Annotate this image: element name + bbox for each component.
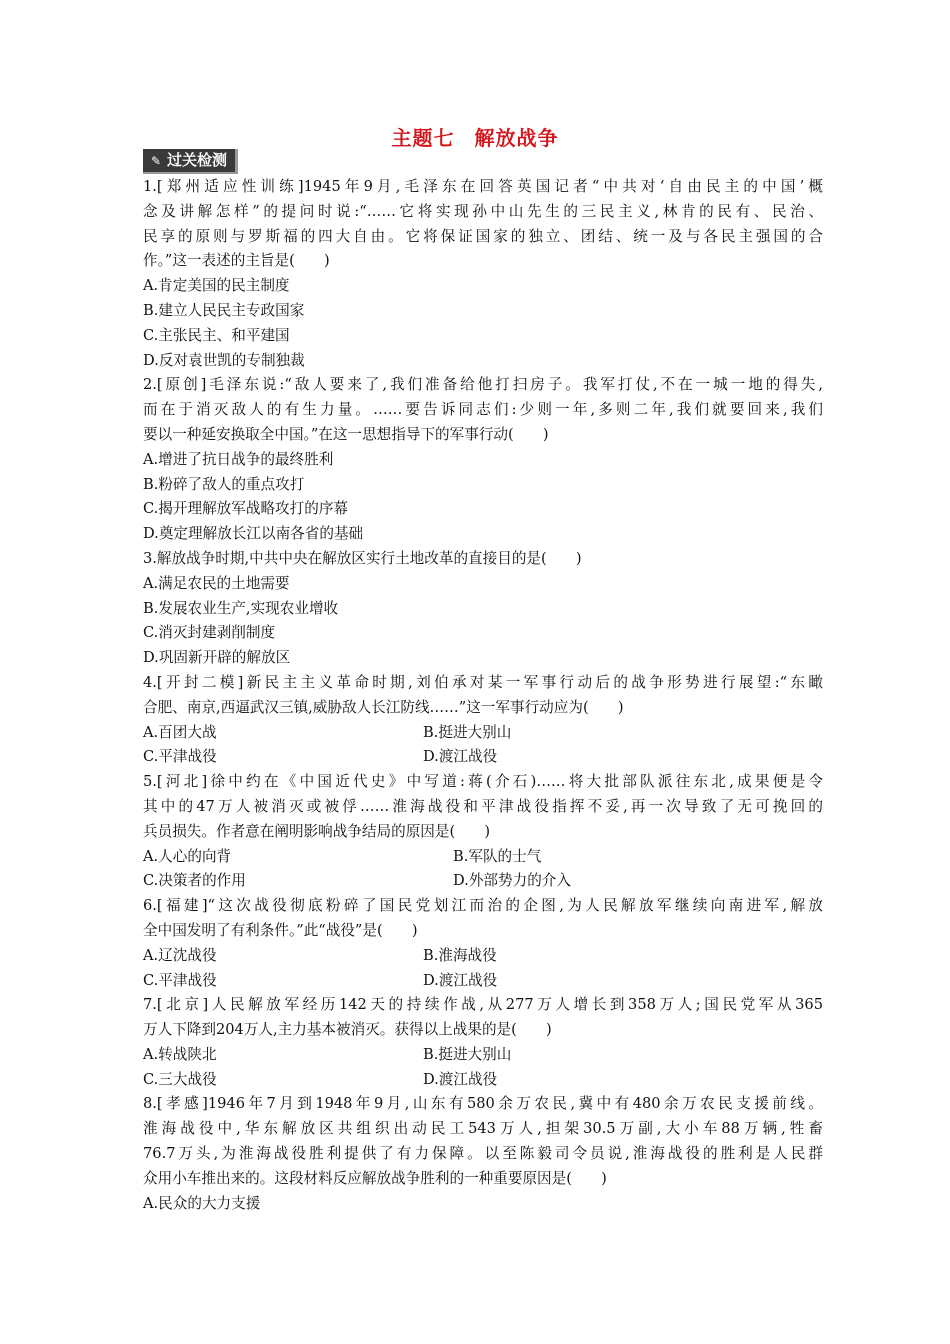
title-topic-number: 主题七 [391,126,455,150]
question-2 [143,373,823,547]
option-c: C.决策者的作用 [143,872,246,890]
title-topic-name: 解放战争 [474,126,559,150]
option-d: D.外部势力的介入 [453,872,571,890]
question-stem-line: 念及讲解怎样”的提问时说:“……它将实现孙中山先生的三民主义,林肯的民有、民治、 [143,202,823,220]
question-4 [143,671,823,770]
option-c: C.平津战役 [143,748,217,766]
question-stem-line: 其中的47万人被消灭或被俘……淮海战役和平津战役指挥不妥,再一次导致了无可挽回的 [143,797,823,815]
option-a: A.民众的大力支援 [143,1194,261,1212]
option-c: C.平津战役 [143,971,217,989]
option-d: D.反对袁世凯的专制独裁 [143,351,305,369]
option-a: A.转战陕北 [143,1045,217,1063]
option-row [143,1068,823,1093]
option-d: D.巩固新开辟的解放区 [143,649,291,667]
question-stem-line: 万人下降到204万人,主力基本被消灭。获得以上战果的是( ) [143,1021,552,1039]
option-row [143,745,823,770]
option-d: D.渡江战役 [423,971,498,989]
question-stem-line: 而在于消灭敌人的有生力量。……要告诉同志们:少则一年,多则二年,我们就要回来,我们 [143,401,823,419]
question-stem-line: 8.[孝感]1946年7月到1948年9月,山东有580余万农民,冀中有480余万农民支援前线。 [143,1095,823,1113]
question-stem-line: 76.7万头,为淮海战役胜利提供了有力保障。以至陈毅司令员说,淮海战役的胜利是人民群 [143,1145,823,1163]
option-c: C.消灭封建剥削制度 [143,624,276,642]
question-stem-line: 作。”这一表述的主旨是( ) [143,252,330,270]
section-badge [143,149,238,174]
question-stem-line: 3.解放战争时期,中共中央在解放区实行土地改革的直接目的是( ) [143,549,582,567]
question-stem-line: 4.[开封二模]新民主主义革命时期,刘伯承对某一军事行动后的战争形势进行展望:“东瞰 [143,673,823,691]
option-row [143,721,823,746]
option-b: B.发展农业生产,实现农业增收 [143,599,339,617]
option-row [143,845,823,870]
option-b: B.挺进大别山 [423,723,512,741]
option-a: A.百团大战 [143,723,217,741]
option-row [143,944,823,969]
option-a: A.满足农民的土地需要 [143,574,290,592]
question-7 [143,993,823,1092]
question-stem-line: 全中国发明了有利条件。”此“战役”是( ) [143,921,418,939]
question-stem-line: 兵员损失。作者意在阐明影响战争结局的原因是( ) [143,822,491,840]
question-6 [143,894,823,993]
page-title [0,122,950,151]
option-a: A.辽沈战役 [143,946,217,964]
option-row [143,869,823,894]
option-row [143,1043,823,1068]
question-stem-line: 合肥、南京,西逼武汉三镇,威胁敌人长江防线……”这一军事行动应为( ) [143,698,624,716]
option-b: B.淮海战役 [423,946,497,964]
pencil-icon: ✎ [150,153,162,168]
option-a: A.增进了抗日战争的最终胜利 [143,450,334,468]
option-b: B.挺进大别山 [423,1045,512,1063]
question-list [143,175,823,1216]
question-stem-line: 民享的原则与罗斯福的四大自由。它将保证国家的独立、团结、统一及与各民主强国的合 [143,227,823,245]
question-stem-line: 要以一种延安换取全中国。”在这一思想指导下的军事行动( ) [143,425,549,443]
question-3 [143,547,823,671]
question-stem-line: 众用小车推出来的。这段材料反应解放战争胜利的一种重要原因是( ) [143,1169,607,1187]
option-b: B.军队的士气 [453,847,542,865]
question-stem-line: 淮海战役中,华东解放区共组织出动民工543万人,担架30.5万副,大小车88万辆,牲畜 [143,1120,823,1138]
option-a: A.肯定美国的民主制度 [143,277,290,295]
option-row [143,969,823,994]
option-c: C.三大战役 [143,1070,217,1088]
option-d: D.渡江战役 [423,1070,498,1088]
question-stem-line: 1.[郑州适应性训练]1945年9月,毛泽东在回答英国记者“中共对‘自由民主的中国’概 [143,178,823,195]
option-a: A.人心的向背 [143,847,232,865]
section-badge-label: 过关检测 [167,151,228,169]
option-d: D.渡江战役 [423,748,498,766]
question-stem-line: 5.[河北]徐中约在《中国近代史》中写道:蒋(介石)……将大批部队派往东北,成果便是令 [143,773,823,791]
option-d: D.奠定理解放长江以南各省的基础 [143,525,364,543]
question-stem-line: 7.[北京]人民解放军经历142天的持续作战,从277万人增长到358万人;国民党军从365 [143,996,823,1014]
option-c: C.揭开理解放军战略攻打的序幕 [143,500,349,518]
question-stem-line: 2.[原创]毛泽东说:“敌人要来了,我们准备给他打扫房子。我军打仗,不在一城一地的得失, [143,376,823,394]
option-b: B.粉碎了敌人的重点攻打 [143,475,305,493]
question-stem-line: 6.[福建]“这次战役彻底粉碎了国民党划江而治的企图,为人民解放军继续向南进军,解放 [143,897,823,915]
option-c: C.主张民主、和平建国 [143,326,290,344]
question-5 [143,770,823,894]
option-b: B.建立人民民主专政国家 [143,301,305,319]
question-1 [143,175,823,373]
question-8 [143,1092,823,1216]
